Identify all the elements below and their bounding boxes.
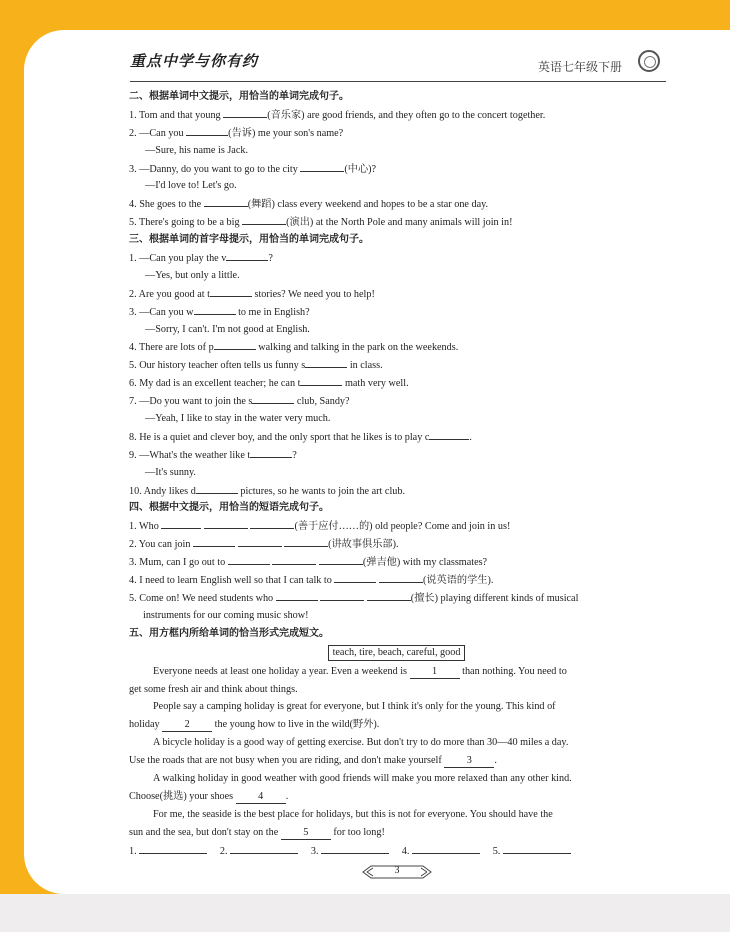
question: 2. —Can you (告诉) me your son's name? bbox=[129, 124, 664, 142]
question: 4. I need to learn English well so that I can talk to (说英语的学生). bbox=[129, 571, 664, 589]
passage-blank-5[interactable]: 5 bbox=[281, 826, 331, 840]
passage-blank-3[interactable]: 3 bbox=[444, 754, 494, 768]
passage-line: holiday 2 the young how to live in the wild(野外). bbox=[129, 719, 380, 731]
section-title: 二、根据单词中文提示，用恰当的单词完成句子。 bbox=[129, 91, 349, 102]
answer-blank[interactable] bbox=[230, 842, 298, 854]
answer-blank[interactable] bbox=[204, 517, 248, 529]
reply: —Sorry, I can't. I'm not good at English. bbox=[145, 323, 310, 335]
answer-blank[interactable] bbox=[379, 571, 423, 583]
question: 4. She goes to the (舞蹈) class every weekend and hopes to be a star one day. bbox=[129, 195, 664, 213]
answer-blank[interactable] bbox=[196, 482, 238, 494]
question: 3. —Can you w to me in English? bbox=[129, 303, 664, 321]
answer-blank[interactable] bbox=[228, 553, 270, 565]
question: 5. There's going to be a big (演出) at the North Pole and many animals will join in! bbox=[129, 213, 664, 231]
answer-blank[interactable] bbox=[252, 392, 294, 404]
section-title: 五、用方框内所给单词的恰当形式完成短文。 bbox=[129, 627, 329, 639]
answer-blank[interactable] bbox=[300, 160, 344, 172]
question-continuation: instruments for our coming music show! bbox=[143, 609, 309, 621]
answer-blank[interactable] bbox=[305, 356, 347, 368]
question: 1. —Can you play the v ? bbox=[129, 249, 664, 267]
answer-blank[interactable] bbox=[367, 589, 411, 601]
answer-blank[interactable] bbox=[193, 535, 235, 547]
brand-logo-text: 重点中学与你有约 bbox=[130, 52, 259, 70]
answer-blank[interactable] bbox=[334, 571, 376, 583]
answer-blank[interactable] bbox=[223, 106, 267, 118]
passage-blank-1[interactable]: 1 bbox=[410, 665, 460, 679]
passage-blank-4[interactable]: 4 bbox=[236, 790, 286, 804]
passage-line: Choose(挑选) your shoes 4 . bbox=[129, 790, 289, 802]
passage-line: sun and the sea, but don't stay on the 5 for too long! bbox=[129, 826, 385, 838]
answer-blank[interactable] bbox=[210, 285, 252, 297]
passage-line: Use the roads that are not busy when you are riding, and don't make yourself 3 . bbox=[129, 755, 497, 767]
passage-blank-2[interactable]: 2 bbox=[162, 718, 212, 732]
question: 2. Are you good at t stories? We need you to help! bbox=[129, 285, 664, 303]
question: 1. Who (善于应付……的) old people? Come and join in us! bbox=[129, 517, 664, 535]
reply: —Yeah, I like to stay in the water very much. bbox=[145, 413, 331, 425]
answer-blank[interactable] bbox=[204, 195, 248, 207]
passage-line: People say a camping holiday is great for everyone, but I think it's only for the young. This kind of bbox=[153, 701, 556, 713]
answer-blank[interactable] bbox=[194, 303, 236, 315]
book-title: 英语七年级下册 bbox=[538, 60, 623, 74]
question: 8. He is a quiet and clever boy, and the only sport that he likes is to play c . bbox=[129, 428, 664, 446]
question: 5. Our history teacher often tells us funny s in class. bbox=[129, 356, 664, 374]
reply: —I'd love to! Let's go. bbox=[145, 180, 237, 192]
answer-blank[interactable] bbox=[320, 589, 364, 601]
header-divider bbox=[130, 81, 666, 82]
question: 5. Come on! We need students who (擅长) playing different kinds of musical bbox=[129, 589, 664, 607]
answer-blank[interactable] bbox=[139, 842, 207, 854]
answer-row: 1. 2. 3. 4. 5. bbox=[129, 842, 664, 860]
answer-blank[interactable] bbox=[412, 842, 480, 854]
question: 6. My dad is an excellent teacher; he can t math very well. bbox=[129, 374, 664, 392]
word-box: teach, tire, beach, careful, good bbox=[328, 645, 466, 661]
answer-blank[interactable] bbox=[300, 374, 342, 386]
answer-blank[interactable] bbox=[272, 553, 316, 565]
question: 9. —What's the weather like t ? bbox=[129, 446, 664, 464]
page-number: 3 bbox=[394, 865, 400, 876]
answer-blank[interactable] bbox=[214, 338, 256, 350]
answer-blank[interactable] bbox=[429, 428, 469, 440]
question: 3. Mum, can I go out to (弹吉他) with my classmates? bbox=[129, 553, 664, 571]
page-number-ornament bbox=[361, 864, 433, 880]
question: 3. —Danny, do you want to go to the city (中心)? bbox=[129, 160, 664, 178]
answer-blank[interactable] bbox=[284, 535, 328, 547]
passage-line: get some fresh air and think about things. bbox=[129, 683, 298, 695]
word-box-row bbox=[129, 643, 664, 663]
bottom-strip bbox=[0, 894, 730, 932]
section-title: 四、根据中文提示，用恰当的短语完成句子。 bbox=[129, 502, 329, 514]
question: 2. You can join (讲故事俱乐部). bbox=[129, 535, 664, 553]
answer-blank[interactable] bbox=[276, 589, 318, 601]
answer-blank[interactable] bbox=[503, 842, 571, 854]
question: 4. There are lots of p walking and talking in the park on the weekends. bbox=[129, 338, 664, 356]
school-emblem-icon bbox=[638, 50, 660, 72]
passage-line: A bicycle holiday is a good way of getting exercise. But don't try to do more than 30—40 miles a day. bbox=[153, 737, 569, 749]
answer-blank[interactable] bbox=[161, 517, 201, 529]
passage-line: A walking holiday in good weather with good friends will make you more relaxed than any other kind. bbox=[153, 772, 572, 784]
question: 1. Tom and that young (音乐家) are good friends, and they often go to the concert together. bbox=[129, 106, 664, 124]
answer-blank[interactable] bbox=[186, 124, 228, 136]
answer-blank[interactable] bbox=[238, 535, 282, 547]
passage-line: Everyone needs at least one holiday a year. Even a weekend is 1 than nothing. You need to bbox=[153, 665, 567, 677]
page-header bbox=[100, 44, 668, 78]
answer-blank[interactable] bbox=[242, 213, 286, 225]
answer-blank[interactable] bbox=[226, 249, 268, 261]
answer-blank[interactable] bbox=[250, 446, 292, 458]
answer-blank[interactable] bbox=[321, 842, 389, 854]
answer-blank[interactable] bbox=[319, 553, 363, 565]
answer-blank[interactable] bbox=[250, 517, 294, 529]
reply: —Yes, but only a little. bbox=[145, 269, 240, 281]
passage-line: For me, the seaside is the best place for holidays, but this is not for everyone. You should have the bbox=[153, 808, 553, 820]
worksheet-content bbox=[129, 88, 664, 859]
reply: —It's sunny. bbox=[145, 466, 196, 478]
section-title: 三、根据单词的首字母提示，用恰当的单词完成句子。 bbox=[129, 234, 369, 246]
question: 10. Andy likes d pictures, so he wants to join the art club. bbox=[129, 482, 664, 500]
reply: —Sure, his name is Jack. bbox=[145, 144, 248, 156]
question: 7. —Do you want to join the s club, Sandy? bbox=[129, 392, 664, 410]
